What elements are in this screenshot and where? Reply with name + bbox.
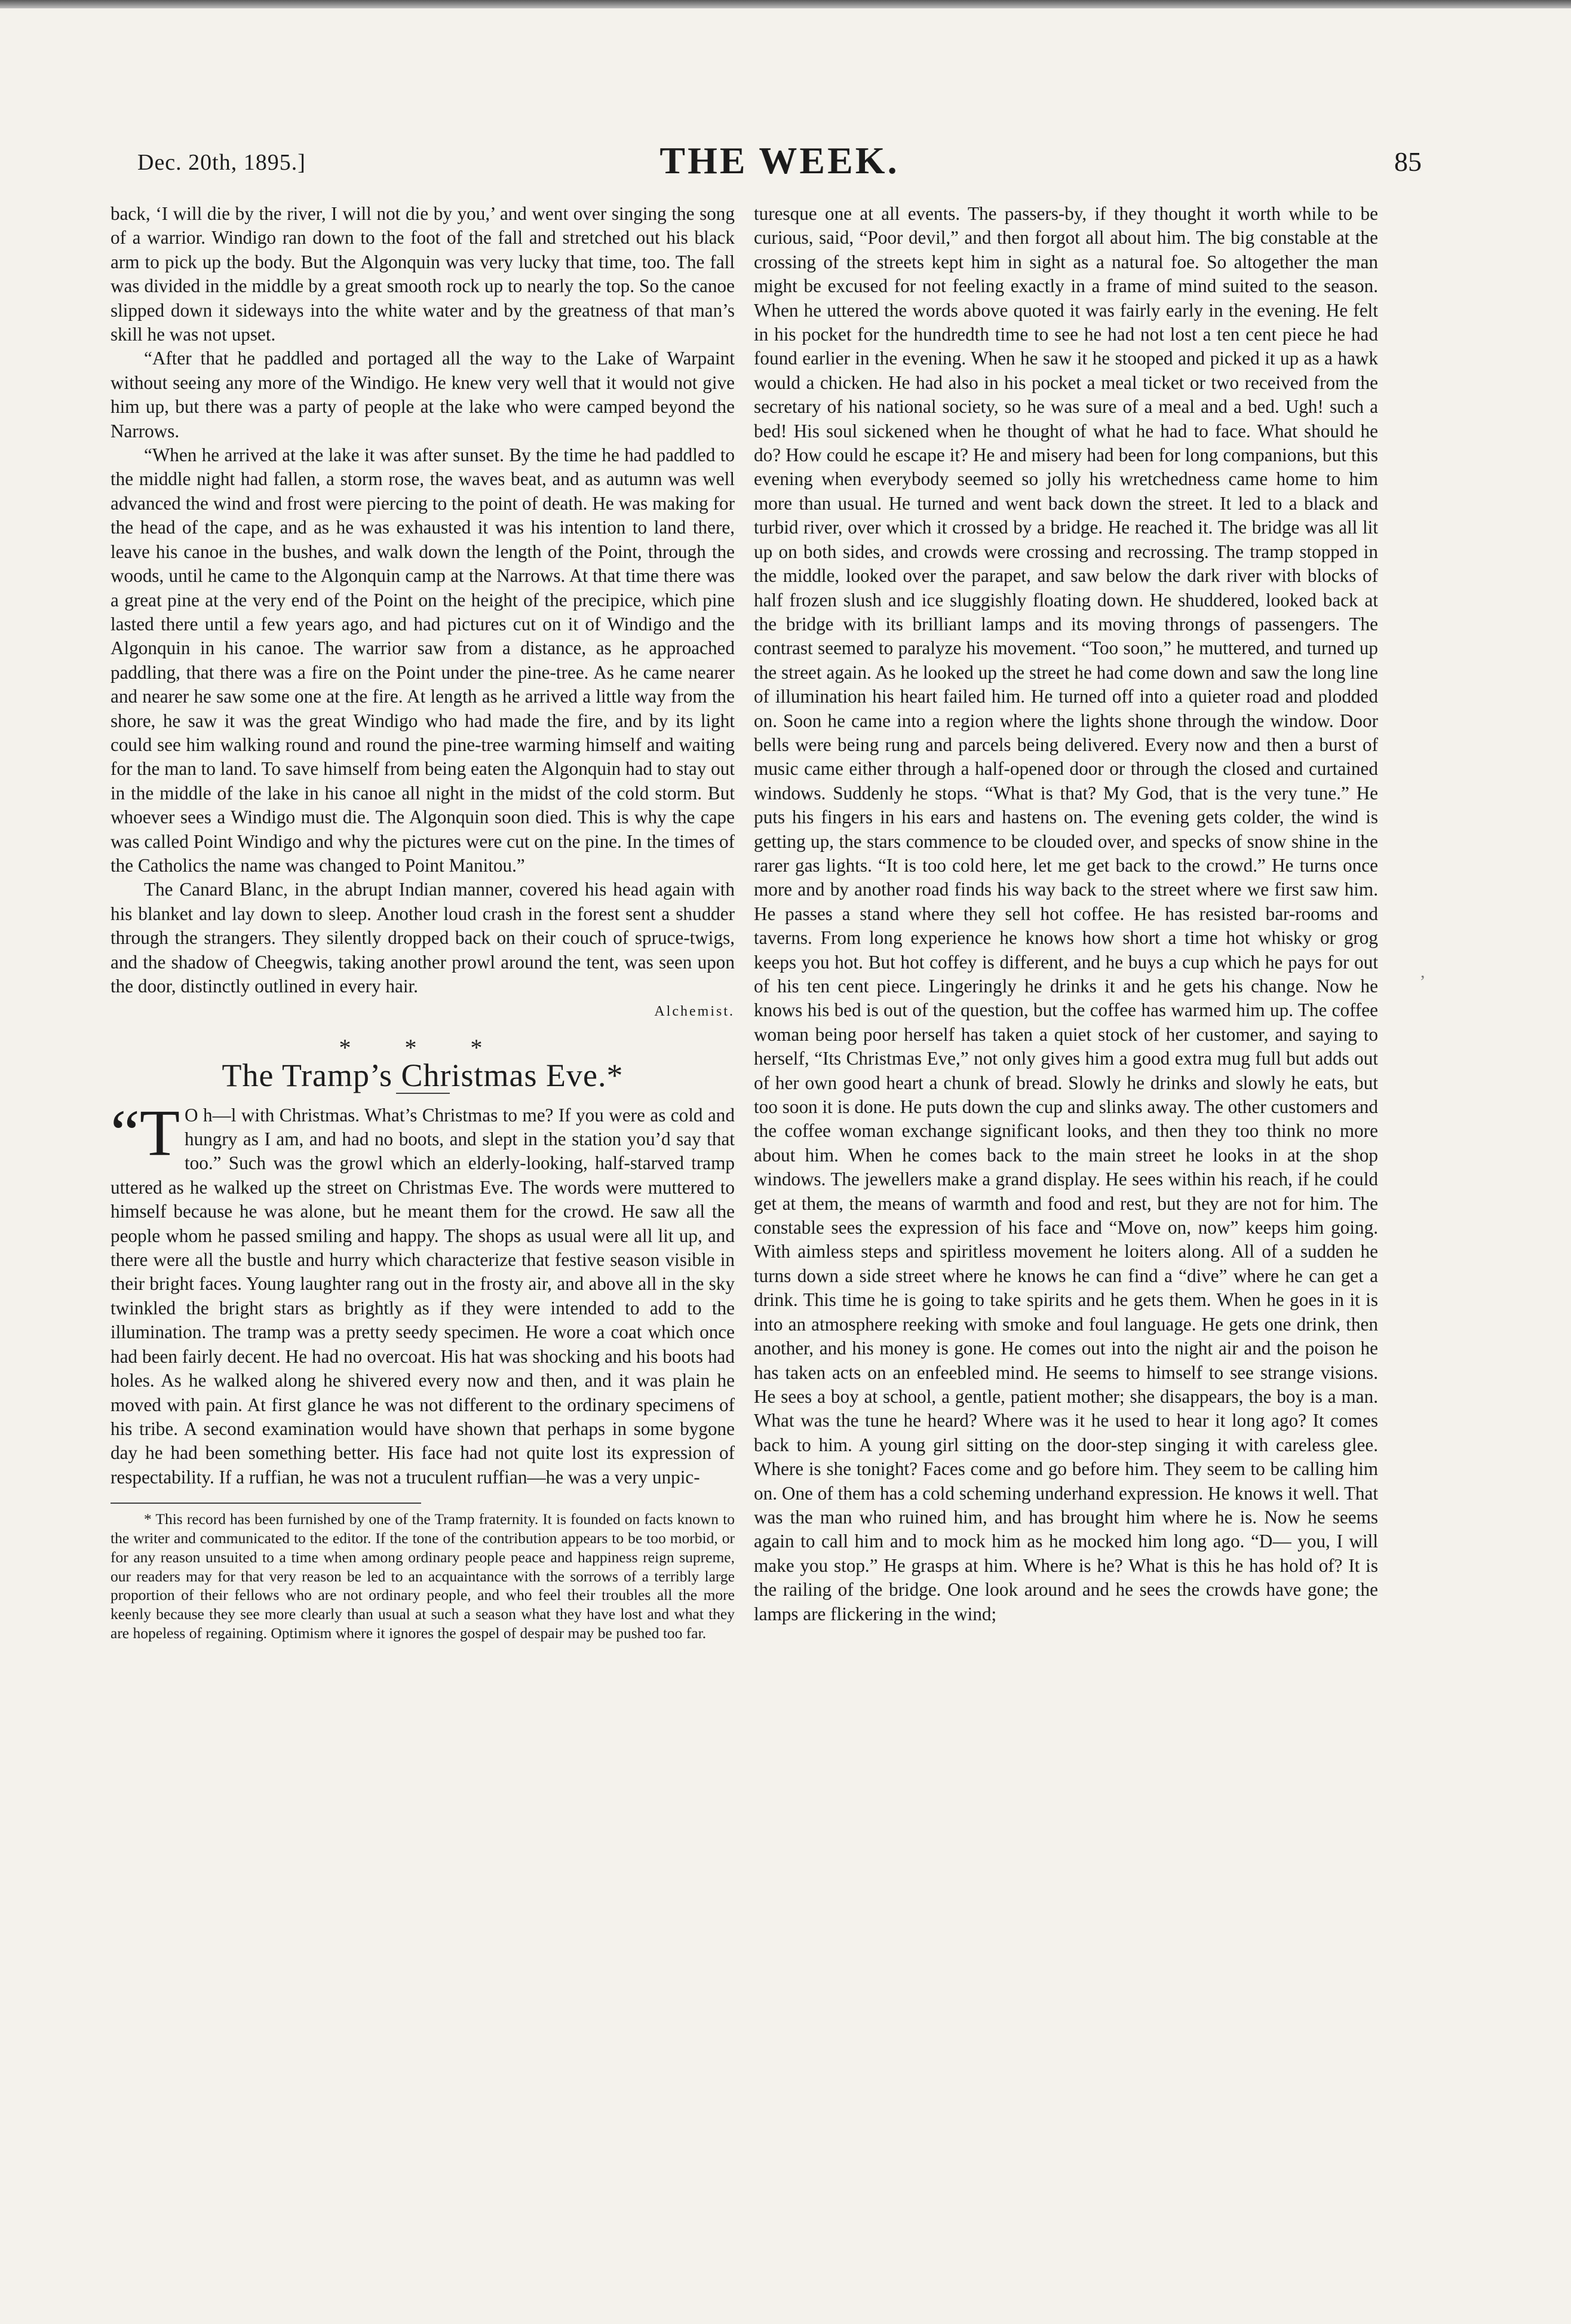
paragraph: back, ‘I will die by the river, I will not die by you,’ and went over singing the song of a warrior. Windigo ran down to the foot of the fall and stretched out his black arm to pick up the body. But the Algonquin was very lucky that time, too. The fall was divided in the middle by a great smooth rock up to nearly the top. So the canoe slipped down it sideways into the white water and by the greatness of that man’s skill he was not upset. (111, 203, 735, 345)
article-title: The Tramp’s Christmas Eve.* (222, 1057, 624, 1094)
article-text: O h—l with Christmas. What’s Christmas to me? If you were as cold and hungry as I am, and had no boots, and slept in the station you’d say that too.” Such was the growl which an elderly-looking, half-starved tramp uttered as he walked up the street on Christmas Eve. The words were muttered to himself because he was alone, but he meant them for the crowd. He saw all the people whom he passed smiling and happy. The shops as usual were all lit up, and there were all the bustle and hurry which characterize that festive season visible in their bright faces. Young laughter rang out in the frosty air, and above all in the sky twinkled the bright stars as brightly as if they were intended to add to the illumination. The tramp was a pretty seedy specimen. He wore a coat which once had been fairly decent. He had no overcoat. His hat was shocking and his boots had holes. As he walked along he shivered every now and then, and it was plain he moved with pain. At first glance he was not different to the ordinary specimens of his tribe. A second examination would have shown that perhaps in some bygone day he had been something better. His face had not quite lost its expression of respectability. If a ruffian, he was not a truculent ruffian—he was a very unpic- (111, 1104, 735, 1488)
footnote: * This record has been furnished by one of the Tramp fraternity. It is founded on facts known to the writer and communicated to the editor. If the tone of the contribution appears to be too morbid, or for any reason unsuited to a time when among ordinary people peace and happiness reign supreme, our readers may for that very reason be led to an acquaintance with the sorrows of a terribly large proportion of their fellows who are not ordinary people, and who feel their troubles all the more keenly because they see more clearly than usual at such a season what they have lost and what they are hopeless of regaining. Optimism where it ignores the gospel of despair may be pushed too far. (111, 1510, 735, 1642)
paragraph: “After that he paddled and portaged all the way to the Lake of Warpaint without seeing any more of the Windigo. He knew very well that it would not give him up, but there was a party of people at the lake who were camped beyond the Narrows. (111, 348, 735, 442)
left-column (111, 202, 735, 1643)
section-separator: * * * (339, 1034, 507, 1061)
issue-date: Dec. 20th, 1895.] (137, 150, 306, 175)
page-header (137, 139, 1422, 186)
paragraph: “When he arrived at the lake it was after sunset. By the time he had paddled to the middle night had fallen, a storm rose, the waves beat, and as autumn was well advanced the wind and frost were piercing to the point of death. He was making for the head of the cape, and as he was exhausted it was his intention to land there, leave his canoe in the bushes, and walk down the length of the Point, through the woods, until he came to the Algonquin camp at the Narrows. At that time there was a great pine at the very end of the Point on the height of the precipice, which pine lasted there until a few years ago, and had pictures cut on it of Windigo and the Algonquin in his canoe. The warrior saw from a distance, as he approached paddling, that there was a fire on the Point under the pine-tree. As he came nearer and nearer he saw some one at the fire. At length as he arrived a little way from the shore, he saw it was the great Windigo who had made the fire, and by its light could see him walking round and round the pine-tree warming himself and waiting for the man to land. To save himself from being eaten the Algonquin had to stay out in the middle of the lake in his canoe all night in the midst of the cold storm. But whoever sees a Windigo must die. The Algonquin soon died. This is why the cape was called Point Windigo and why the pictures were cut on the pine. In the times of the Catholics the name was changed to Point Manitou.” (111, 444, 735, 876)
page-number: 85 (1394, 146, 1422, 177)
signature: Alchemist. (654, 1004, 735, 1020)
drop-cap: “T (111, 1096, 180, 1169)
paragraph: turesque one at all events. The passers-by, if they thought it worth while to be curious, said, “Poor devil,” and then forgot all about him. The big constable at the crossing of the streets kept him in sight as a natural foe. So altogether the man might be excused for not feeling exactly in a frame of mind suited to the season. When he uttered the words above quoted it was fairly early in the evening. He felt in his pocket for the hundredth time to see he had not lost a ten cent piece he had found earlier in the evening. When he saw it he stooped and picked it up as a hawk would a chicken. He had also in his pocket a meal ticket or two received from the secretary of his national society, so he was sure of a meal and a bed. Ugh! such a bed! His soul sickened when he thought of what he had to face. What should he do? How could he escape it? He and misery had been for long companions, but this evening when everybody seemed so jolly his wretchedness came home to him more than usual. He turned and went back down the street. It led to a black and turbid river, over which it crossed by a bridge. He reached it. The bridge was all lit up on both sides, and crowds were crossing and recrossing. The tramp stopped in the middle, looked over the parapet, and saw below the dark river with blocks of half frozen slush and ice sluggishly floating down. He shuddered, looked back at the bridge with its brilliant lamps and its moving throngs of passengers. The contrast seemed to paralyze his movement. “Too soon,” he muttered, and turned up the street again. As he looked up the street he had come down and saw the long line of illumination his heart failed him. He turned off into a quieter road and plodded on. Soon he came into a region where the lights shone through the window. Door bells were being rung and parcels being delivered. Every now and then a burst of music came either through a half-opened door or through the closed and curtained windows. Suddenly he stops. “What is that? My God, that is the very tune.” He puts his fingers in his ears and hastens on. The evening gets colder, the wind is getting up, the stars commence to be clouded over, and specks of snow shine in the rarer gas lights. “It is too cold here, let me get back to the crowd.” He turns once more and by another road finds his way back to the street where we first saw him. He passes a stand where they sell hot coffee. He has resisted bar-rooms and taverns. From long experience he knows how short a time hot whisky or grog keeps you hot. But hot coffey is different, and he buys a cup which he pays for out of his ten cent piece. Lingeringly he drinks it and he gets his change. Now he knows his bed is out of the question, but the coffee has warmed him up. The coffee woman being poor herself has taken a quiet stock of her customer, and saying to herself, “Its Christmas Eve,” not only gives him a good extra mug full but adds out of her own good heart a chunk of bread. Slowly he drinks and slowly he eats, but too soon it is done. He puts down the cup and slinks away. The other customers and the coffee woman exchange significant looks, and then they too think no more about him. When he comes back to the main street he looks in at the shop windows. The jewellers make a grand display. He sees within his reach, if he could get at them, the means of warmth and food and rest, but they are not for him. The constable sees the expression of his face and “Move on, now” keeps him going. With aimless steps and spiritless movement he loiters along. All of a sudden he turns down a side street where he knows he can find a “dive” where he can get a drink. This time he is going to take spirits and he gets them. When he goes in it is into an atmosphere reeking with smoke and foul language. He gets one drink, then another, and his money is gone. He comes out into the night air and the poison he has taken acts on an enfeebled mind. He seems to himself to see strange visions. He sees a boy at school, a gentle, patient mother; she disappears, the boy is a man. What was the tune he heard? Where was it he used to hear it long ago? It comes back to him. A young girl sitting on the door-step singing it with careless glee. Where is she tonight? Faces come and go before him. They seem to be calling him on. One of them has a cold scheming underhand expression. He knows it well. That was the man who ruined him, and has brought him where he is. Now he seems again to call him and to mock him as he mocked him long ago. “D— you, I will make you stop.” He grasps at him. Where is he? What is this he has hold of? It is the railing of the bridge. One look around and he sees the crowds have gone; the lamps are flickering in the wind; (754, 203, 1378, 1624)
top-border-rule (0, 0, 1571, 8)
margin-mark: , (1420, 962, 1425, 982)
journal-title: THE WEEK. (659, 139, 900, 182)
footnote-rule (111, 1503, 421, 1504)
paragraph: The Canard Blanc, in the abrupt Indian manner, covered his head again with his blanket and lay down to sleep. Another loud crash in the forest sent a shudder through the strangers. They silently dropped back on their couch of spruce-twigs, and the shadow of Cheegwis, taking another prowl around the tent, was seen upon the door, distinctly outlined in every hair. (111, 879, 735, 997)
right-column (754, 202, 1378, 1626)
article-opening-paragraph (111, 1096, 735, 1490)
